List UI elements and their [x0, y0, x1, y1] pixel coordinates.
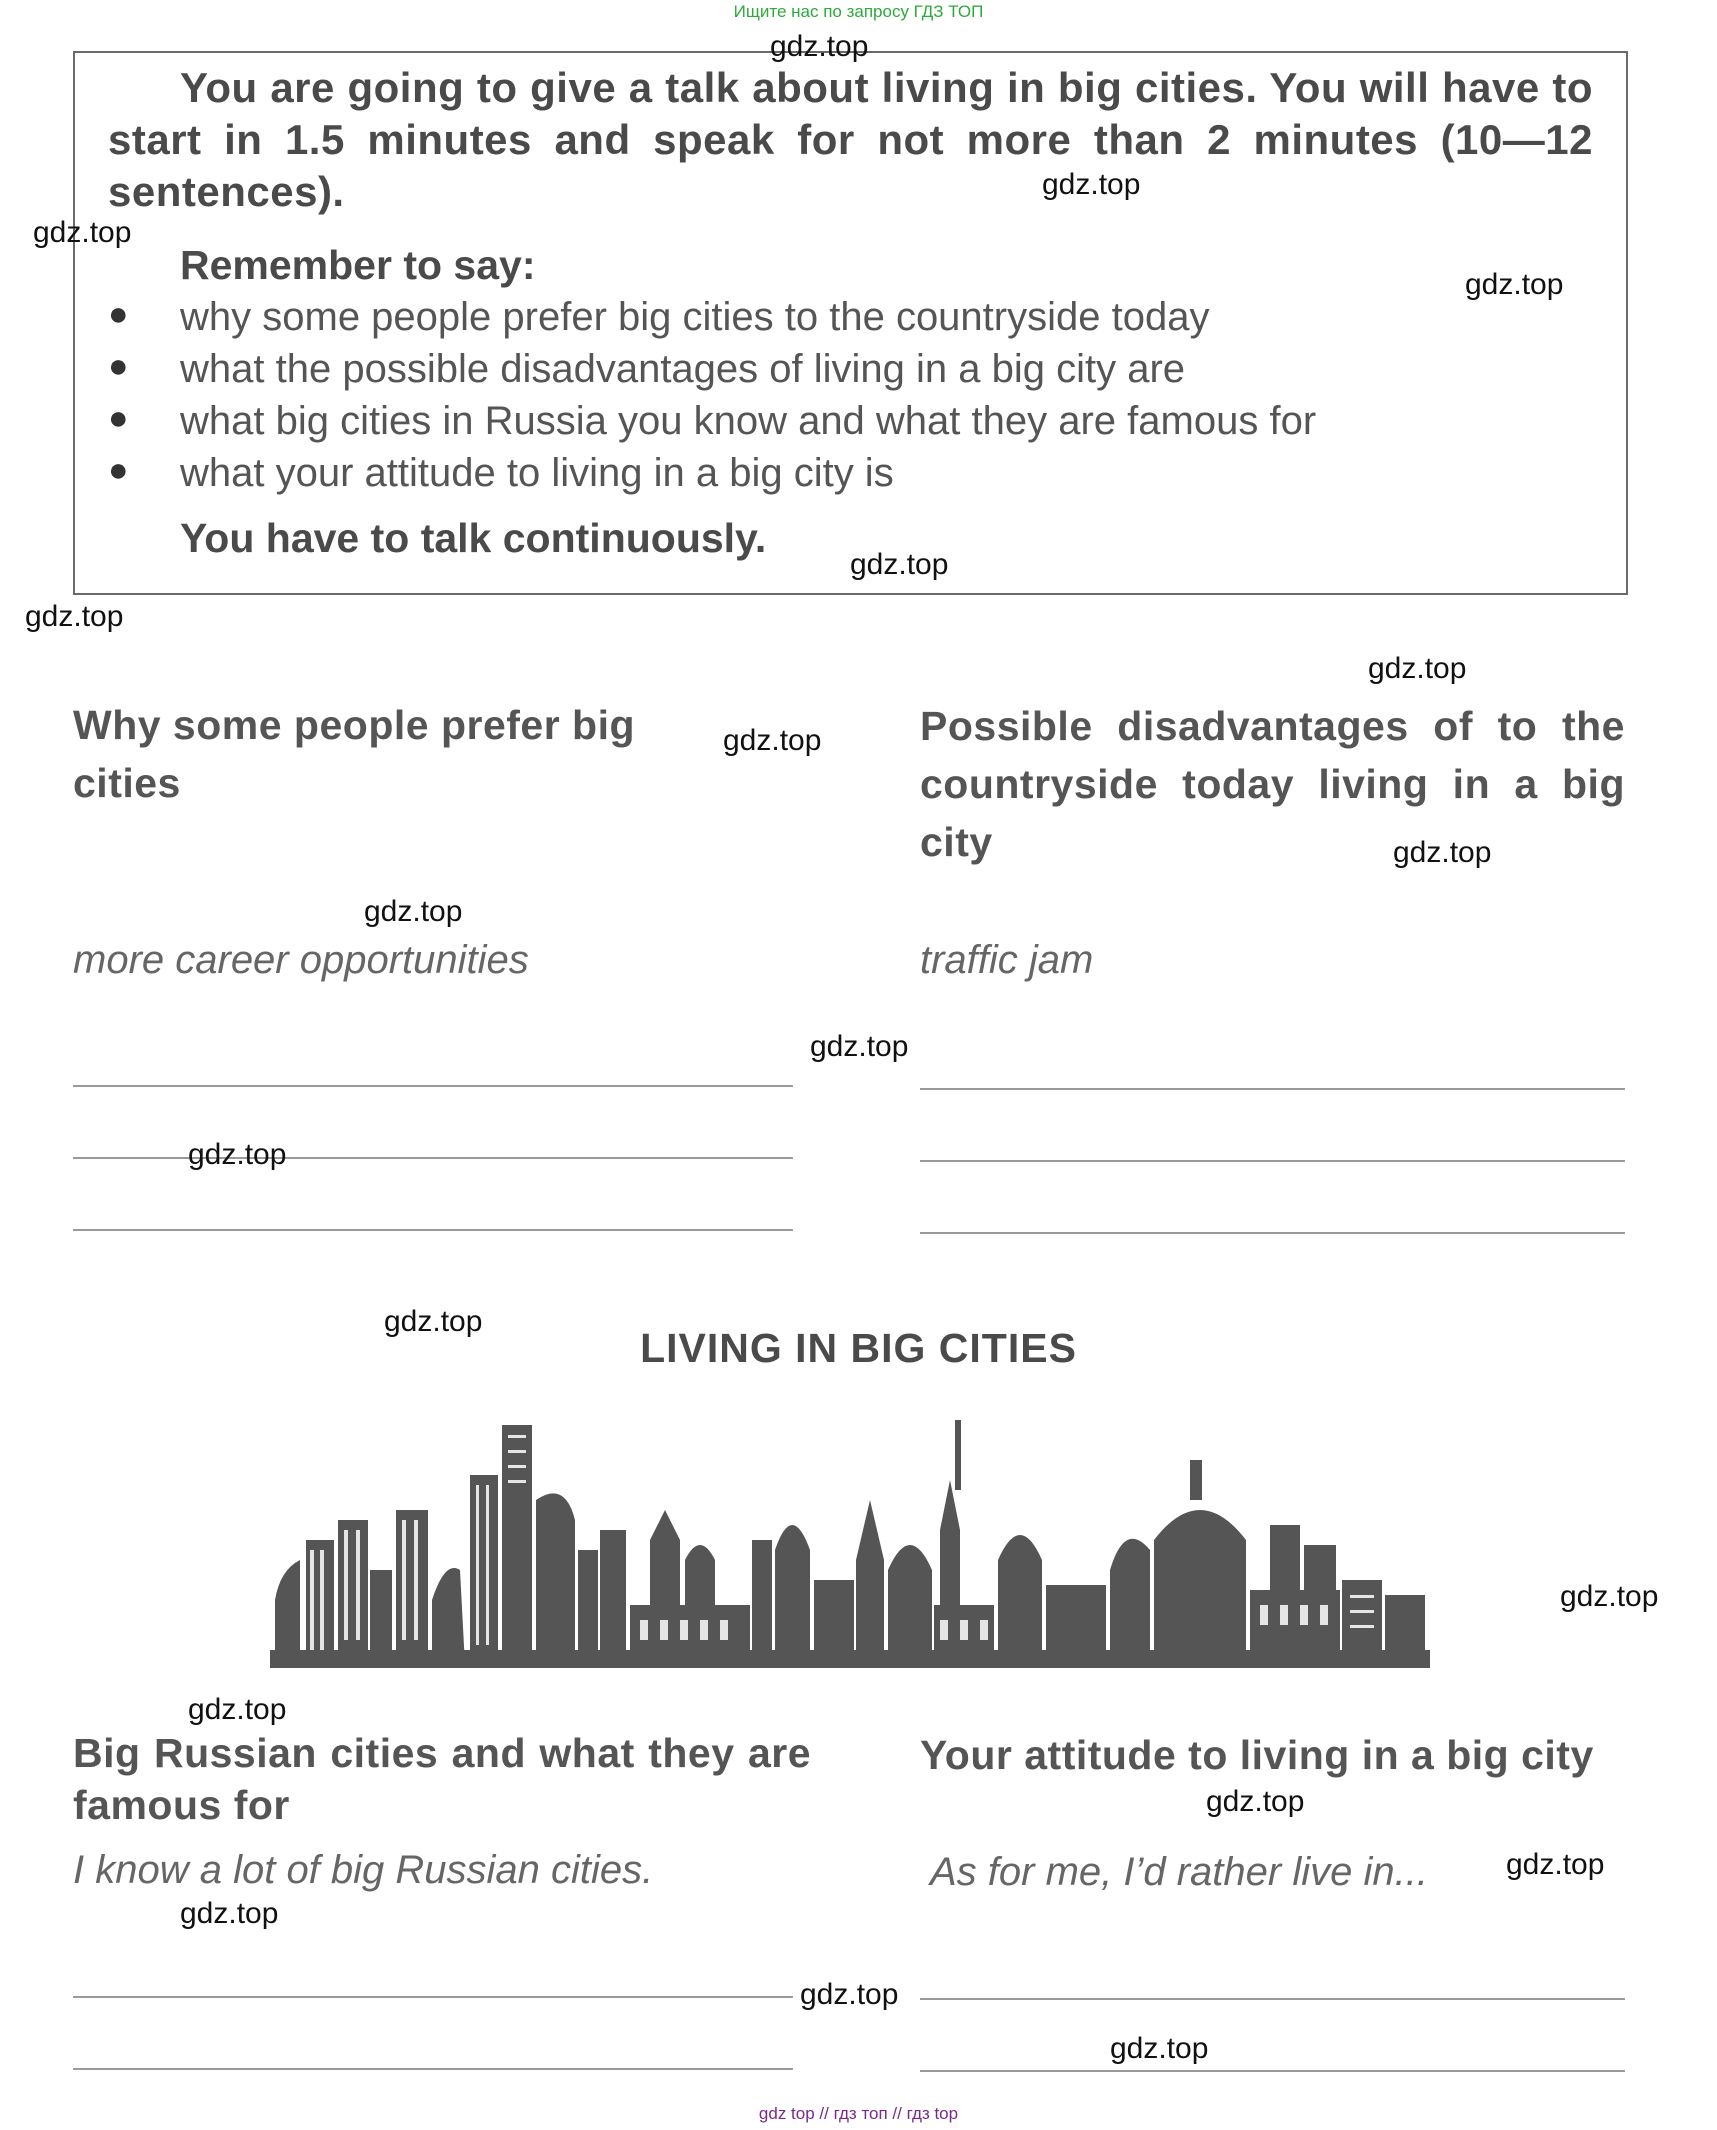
example-why: more career opportunities: [73, 938, 529, 982]
example-cities: I know a lot of big Russian cities.: [73, 1848, 654, 1892]
remember-heading: Remember to say:: [180, 242, 536, 288]
watermark-text: gdz.top: [1110, 2032, 1209, 2065]
continuous-note: You have to talk continuously.: [180, 515, 767, 561]
writing-line[interactable]: [73, 1157, 793, 1159]
watermark-text: gdz.top: [180, 1897, 279, 1930]
bullet-icon: ●: [108, 347, 129, 385]
bullet-item: [108, 399, 1316, 444]
watermark-text: gdz.top: [1368, 652, 1467, 685]
bullet-text: why some people prefer big cities to the countryside today: [180, 295, 1210, 339]
section-heading-disadvantages: Possible disadvantages of to the countryside today living in a big city: [920, 703, 1625, 865]
task-intro: You are going to give a talk about living in big cities. You will have to start in 1.5 minutes and speak for not more than 2 minutes (10—12 sentences).: [108, 64, 1593, 215]
writing-line[interactable]: [920, 1088, 1625, 1090]
bullet-item: [108, 295, 1209, 340]
bullet-text: what big cities in Russia you know and what they are famous for: [180, 399, 1317, 443]
section-heading-attitude: Your attitude to living in a big city: [920, 1732, 1594, 1778]
site-footer-note: gdz top // гдз топ // гдз top: [758, 2104, 959, 2123]
watermark-text: gdz.top: [1042, 168, 1141, 201]
bullet-icon: ●: [108, 295, 129, 333]
writing-line[interactable]: [920, 1998, 1625, 2000]
watermark-text: gdz.top: [364, 895, 463, 928]
writing-line[interactable]: [920, 2070, 1625, 2072]
watermark-text: gdz.top: [770, 30, 869, 63]
bullet-item: [108, 451, 894, 496]
watermark-text: gdz.top: [1465, 268, 1564, 301]
watermark-text: gdz.top: [1560, 1580, 1659, 1613]
example-attitude: As for me, I’d rather live in...: [930, 1850, 1428, 1894]
writing-line[interactable]: [73, 1229, 793, 1231]
example-disadvantages: traffic jam: [920, 938, 1094, 982]
watermark-text: gdz.top: [25, 600, 124, 633]
watermark-text: gdz.top: [850, 548, 949, 581]
watermark-text: gdz.top: [810, 1030, 909, 1063]
bullet-text: what your attitude to living in a big city is: [180, 451, 894, 495]
writing-line[interactable]: [73, 1996, 793, 1998]
bullet-icon: ●: [108, 399, 129, 437]
watermark-text: gdz.top: [723, 724, 822, 757]
center-title: LIVING IN BIG CITIES: [640, 1325, 1077, 1371]
writing-line[interactable]: [73, 2068, 793, 2070]
watermark-text: gdz.top: [188, 1693, 287, 1726]
writing-line[interactable]: [73, 1085, 793, 1087]
writing-line[interactable]: [920, 1160, 1625, 1162]
watermark-text: gdz.top: [1393, 836, 1492, 869]
watermark-text: gdz.top: [188, 1138, 287, 1171]
watermark-text: gdz.top: [1506, 1848, 1605, 1881]
writing-line[interactable]: [920, 1232, 1625, 1234]
bullet-icon: ●: [108, 451, 129, 489]
bullet-text: what the possible disadvantages of living in a big city are: [180, 347, 1186, 391]
watermark-text: gdz.top: [1206, 1785, 1305, 1818]
watermark-text: gdz.top: [800, 1978, 899, 2011]
watermark-text: gdz.top: [384, 1305, 483, 1338]
section-heading-cities: Big Russian cities and what they are famous for: [73, 1730, 811, 1828]
city-skyline-illustration: [270, 1420, 1430, 1670]
watermark-text: gdz.top: [33, 216, 132, 249]
bullet-item: [108, 347, 1185, 392]
section-heading-why: Why some people prefer big cities: [73, 702, 636, 806]
site-banner: Ищите нас по запросу ГДЗ ТОП: [733, 2, 984, 21]
